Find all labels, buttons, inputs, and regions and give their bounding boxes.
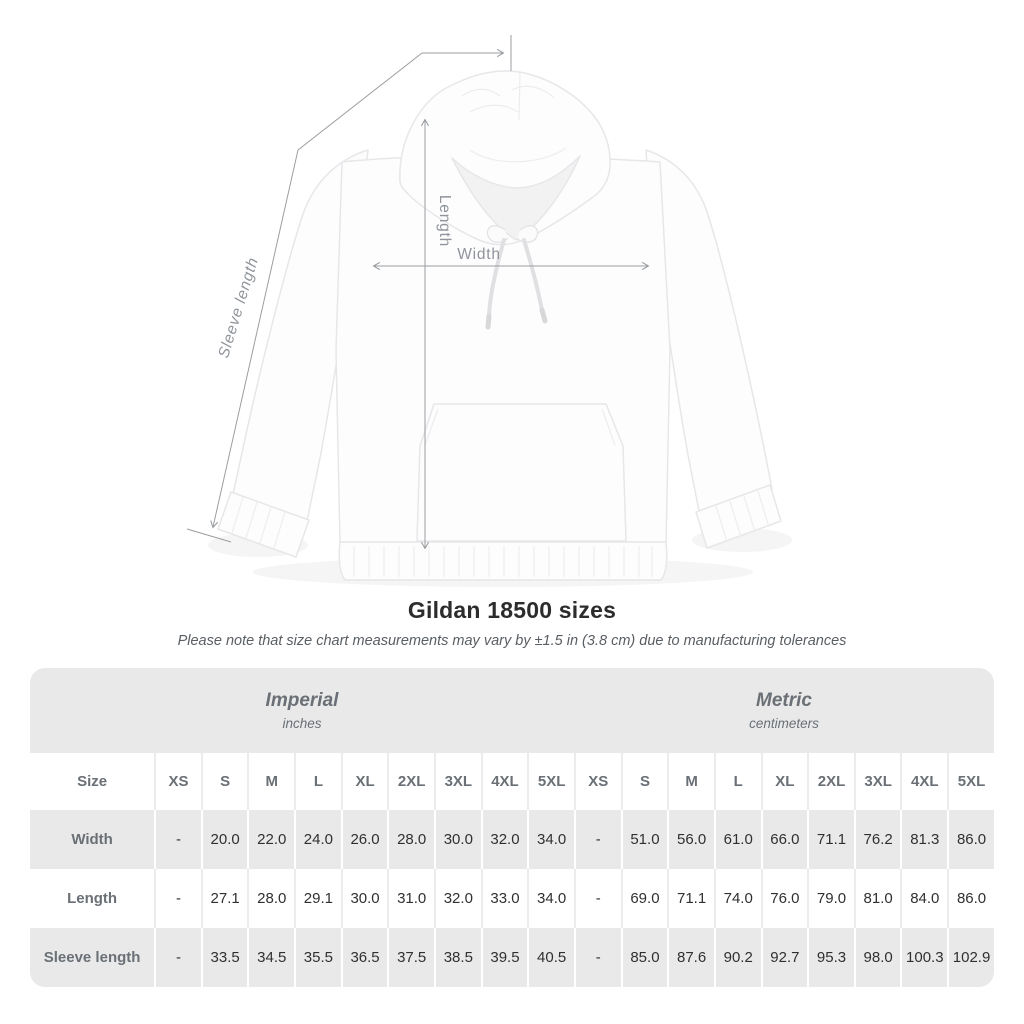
col-header-imperial: 2XL [387,753,434,810]
length-measure-label: Length [436,194,453,248]
col-header-imperial: 3XL [434,753,481,810]
col-header-imperial: L [294,753,341,810]
metric-group-header [574,668,994,753]
cell: 87.6 [667,928,714,987]
cell: 92.7 [761,928,808,987]
cell: 28.0 [387,810,434,869]
cell: 81.0 [854,869,901,928]
col-header-metric: S [621,753,668,810]
cell: 56.0 [667,810,714,869]
size-column-header: Size [30,753,154,810]
cell: 61.0 [714,810,761,869]
cell: 40.5 [527,928,574,987]
cell: 27.1 [201,869,248,928]
cell: 30.0 [434,810,481,869]
cell: 86.0 [947,869,994,928]
cell: - [154,869,201,928]
cell: 85.0 [621,928,668,987]
col-header-metric: XS [574,753,621,810]
cell: 37.5 [387,928,434,987]
cell: 34.5 [247,928,294,987]
cell: 90.2 [714,928,761,987]
col-header-metric: M [667,753,714,810]
sleeve-length-measure-label: Sleeve length [215,255,263,361]
cell: 102.9 [947,928,994,987]
cell: 36.5 [341,928,388,987]
cell: 69.0 [621,869,668,928]
cell: - [574,810,621,869]
cell: 32.0 [434,869,481,928]
cell: 22.0 [247,810,294,869]
row-label-length: Length [30,869,154,928]
cell: 76.0 [761,869,808,928]
cell: 66.0 [761,810,808,869]
width-measure-label: Width [457,246,501,263]
cell: 98.0 [854,928,901,987]
imperial-label: Imperial [265,689,339,711]
cell: 100.3 [900,928,947,987]
col-header-imperial: XL [341,753,388,810]
cell: - [574,928,621,987]
cell: 39.5 [481,928,528,987]
imperial-unit-label: inches [282,715,322,731]
tolerance-note: Please note that size chart measurements may vary by ±1.5 in (3.8 cm) due to manufacturing tolerances [177,633,847,649]
col-header-metric: L [714,753,761,810]
length-row [30,869,994,928]
cell: 32.0 [481,810,528,869]
col-header-imperial: S [201,753,248,810]
hoodie-pocket [417,404,626,541]
col-header-metric: XL [761,753,808,810]
cell: 34.0 [527,810,574,869]
cell: 33.5 [201,928,248,987]
cell: 35.5 [294,928,341,987]
metric-unit-label: centimeters [749,715,819,731]
cell: - [574,869,621,928]
row-label-width: Width [30,810,154,869]
cell: 34.0 [527,869,574,928]
page-title: Gildan 18500 sizes [407,597,617,623]
cell: 76.2 [854,810,901,869]
cell: - [154,928,201,987]
cell: 95.3 [807,928,854,987]
imperial-group-header [30,668,574,753]
cell: 28.0 [247,869,294,928]
cell: 74.0 [714,869,761,928]
cell: 30.0 [341,869,388,928]
cell: - [154,810,201,869]
cell: 51.0 [621,810,668,869]
cell: 84.0 [900,869,947,928]
col-header-metric: 4XL [900,753,947,810]
cell: 26.0 [341,810,388,869]
col-header-imperial: XS [154,753,201,810]
size-header-row [30,753,994,810]
cell: 79.0 [807,869,854,928]
cell: 38.5 [434,928,481,987]
cell: 33.0 [481,869,528,928]
col-header-imperial: 5XL [527,753,574,810]
metric-label: Metric [756,689,812,711]
cell: 71.1 [807,810,854,869]
cell: 20.0 [201,810,248,869]
cell: 29.1 [294,869,341,928]
cell: 86.0 [947,810,994,869]
cell: 31.0 [387,869,434,928]
col-header-imperial: M [247,753,294,810]
col-header-imperial: 4XL [481,753,528,810]
sleeve-length-row [30,928,994,987]
col-header-metric: 3XL [854,753,901,810]
size-chart-table [30,668,994,987]
col-header-metric: 2XL [807,753,854,810]
unit-group-header-row [30,668,994,753]
cell: 24.0 [294,810,341,869]
cell: 81.3 [900,810,947,869]
col-header-metric: 5XL [947,753,994,810]
width-row [30,810,994,869]
row-label-sleeve-length: Sleeve length [30,928,154,987]
cell: 71.1 [667,869,714,928]
hoodie-hem [339,542,667,580]
